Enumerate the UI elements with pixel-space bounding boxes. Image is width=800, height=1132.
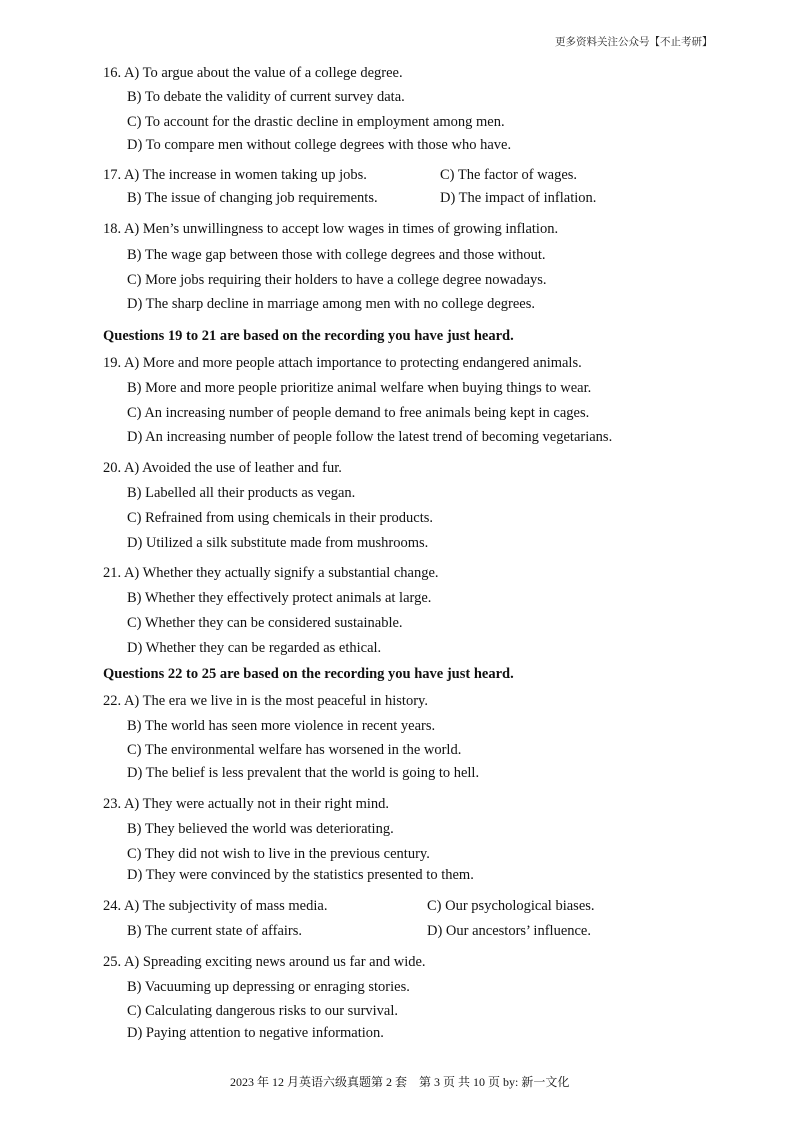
- header-promo: 更多资料关注公众号【不止考研】: [555, 36, 713, 48]
- section-heading-22-25: Questions 22 to 25 are based on the recording you have just heard.: [103, 666, 514, 682]
- q25-option-c: C) Calculating dangerous risks to our survival.: [127, 1003, 399, 1019]
- q19-option-c: C) An increasing number of people demand to free animals being kept in cages.: [127, 405, 590, 421]
- q23-option-b: B) They believed the world was deteriorating.: [127, 821, 394, 837]
- q19-option-b: B) More and more people prioritize animal welfare when buying things to wear.: [127, 380, 592, 396]
- q21-option-b: B) Whether they effectively protect animals at large.: [127, 590, 432, 606]
- q18-option-a: 18. A) Men’s unwillingness to accept low wages in times of growing inflation.: [103, 221, 559, 237]
- q17-option-a: 17. A) The increase in women taking up jobs.: [103, 167, 367, 183]
- q21-option-a: 21. A) Whether they actually signify a substantial change.: [103, 565, 439, 581]
- q22-option-b: B) The world has seen more violence in recent years.: [127, 718, 436, 734]
- q23-option-d: D) They were convinced by the statistics presented to them.: [127, 867, 474, 883]
- q18-option-c: C) More jobs requiring their holders to have a college degree nowadays.: [127, 272, 547, 288]
- q17-option-c: C) The factor of wages.: [440, 167, 578, 183]
- q20-option-a: 20. A) Avoided the use of leather and fur.: [103, 460, 342, 476]
- section-heading-19-21: Questions 19 to 21 are based on the recording you have just heard.: [103, 328, 514, 344]
- q16-option-a: 16. A) To argue about the value of a college degree.: [103, 65, 403, 81]
- q22-option-a: 22. A) The era we live in is the most peaceful in history.: [103, 693, 428, 709]
- q21-option-c: C) Whether they can be considered sustainable.: [127, 615, 403, 631]
- q19-option-d: D) An increasing number of people follow the latest trend of becoming vegetarians.: [127, 429, 613, 445]
- q23-option-a: 23. A) They were actually not in their right mind.: [103, 796, 390, 812]
- q20-option-c: C) Refrained from using chemicals in their products.: [127, 510, 434, 526]
- q24-option-b: B) The current state of affairs.: [127, 923, 303, 939]
- q16-option-c: C) To account for the drastic decline in employment among men.: [127, 114, 505, 130]
- q19-option-a: 19. A) More and more people attach importance to protecting endangered animals.: [103, 355, 582, 371]
- q18-option-d: D) The sharp decline in marriage among men with no college degrees.: [127, 296, 536, 312]
- q22-option-c: C) The environmental welfare has worsened in the world.: [127, 742, 462, 758]
- page-footer: 2023 年 12 月英语六级真题第 2 套 第 3 页 共 10 页 by: 新一文化: [230, 1075, 570, 1089]
- q25-option-b: B) Vacuuming up depressing or enraging stories.: [127, 979, 410, 995]
- q22-option-d: D) The belief is less prevalent that the world is going to hell.: [127, 765, 480, 781]
- q16-option-d: D) To compare men without college degrees with those who have.: [127, 137, 512, 153]
- q18-option-b: B) The wage gap between those with college degrees and those without.: [127, 247, 546, 263]
- q20-option-d: D) Utilized a silk substitute made from mushrooms.: [127, 535, 429, 551]
- q23-option-c: C) They did not wish to live in the previous century.: [127, 846, 430, 862]
- q20-option-b: B) Labelled all their products as vegan.: [127, 485, 356, 501]
- q21-option-d: D) Whether they can be regarded as ethical.: [127, 640, 382, 656]
- q17-option-d: D) The impact of inflation.: [440, 190, 597, 206]
- q24-option-a: 24. A) The subjectivity of mass media.: [103, 898, 328, 914]
- q25-option-a: 25. A) Spreading exciting news around us far and wide.: [103, 954, 426, 970]
- q25-option-d: D) Paying attention to negative information.: [127, 1025, 384, 1041]
- q17-option-b: B) The issue of changing job requirements.: [127, 190, 378, 206]
- q16-option-b: B) To debate the validity of current survey data.: [127, 89, 405, 105]
- q24-option-d: D) Our ancestors’ influence.: [427, 923, 591, 939]
- q24-option-c: C) Our psychological biases.: [427, 898, 595, 914]
